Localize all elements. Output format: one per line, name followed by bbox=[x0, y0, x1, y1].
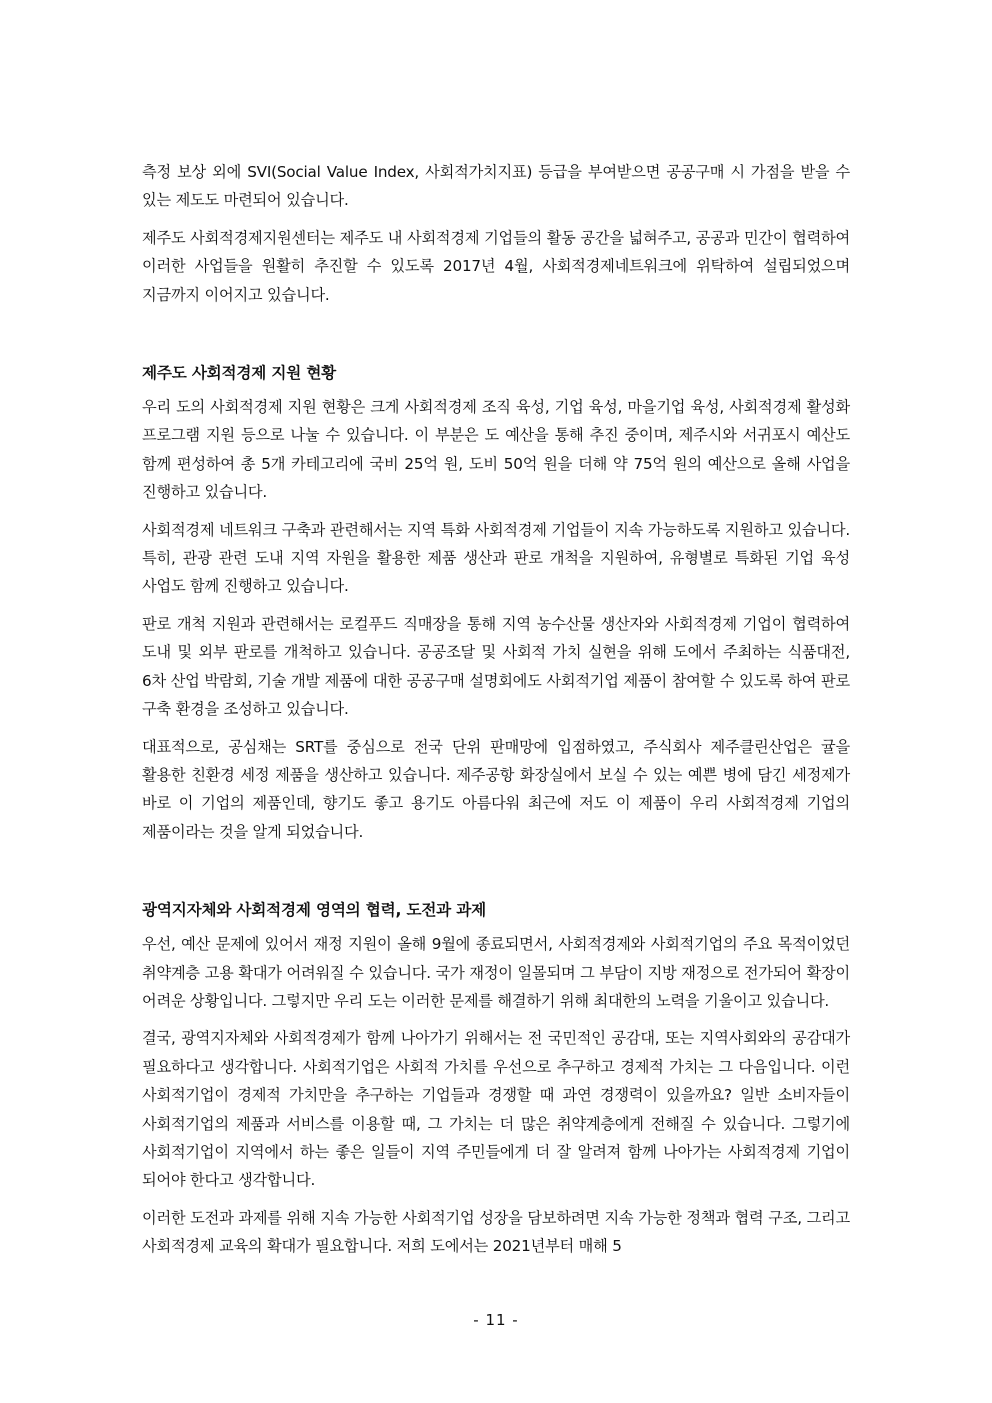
section2-paragraph-2: 결국, 광역지자체와 사회적경제가 함께 나아가기 위해서는 전 국민적인 공감대, 또는 지역사회와의 공감대가 필요하다고 생각합니다. 사회적기업은 사회적 가치를 우선으로 추구하고 경제적 가치는 그 다음입니다. 이런 사회적기업이 경제적 가치만을 추구하는 기업들과 경쟁할 때 과연 경쟁력이 있을까요? 일반 소비자들이 사회적기업의 제품과 서비스를 이용할 때, 그 가치는 더 많은 취약계층에게 전해질 수 있습니다. 그렇기에 사회적기업이 지역에서 하는 좋은 일들이 지역 주민들에게 더 잘 알려져 함께 나아가는 사회적경제 기업이 되어야 한다고 생각합니다. bbox=[142, 1029, 850, 1190]
section1-paragraph-4: 대표적으로, 공심채는 SRT를 중심으로 전국 단위 판매망에 입점하였고, 주식회사 제주클린산업은 귤을 활용한 친환경 세정 제품을 생산하고 있습니다. 제주공항 화장실에서 보실 수 있는 예쁜 병에 담긴 세정제가 바로 이 기업의 제품인데, 향기도 좋고 용기도 아름다워 최근에 저도 이 제품이 우리 사회적경제 기업의 제품이라는 것을 알게 되었습니다. bbox=[142, 737, 850, 841]
intro-paragraph-2: 제주도 사회적경제지원센터는 제주도 내 사회적경제 기업들의 활동 공간을 넓혀주고, 공공과 민간이 협력하여 이러한 사업들을 원활히 추진할 수 있도록 2017년 4월, 사회적경제네트워크에 위탁하여 설립되었으며 지금까지 이어지고 있습니다. bbox=[142, 228, 850, 304]
page-number: - 11 - bbox=[473, 1311, 519, 1329]
section-spacer bbox=[142, 318, 850, 359]
section-heading-support-status: 제주도 사회적경제 지원 현황 bbox=[142, 364, 337, 383]
section-spacer bbox=[142, 855, 850, 896]
section1-paragraph-2: 사회적경제 네트워크 구축과 관련해서는 지역 특화 사회적경제 기업들이 지속 가능하도록 지원하고 있습니다. 특히, 관광 관련 도내 지역 자원을 활용한 제품 생산과 판로 개척을 지원하여, 유형별로 특화된 기업 육성 사업도 함께 진행하고 있습니다. bbox=[142, 520, 850, 596]
section2-paragraph-1: 우선, 예산 문제에 있어서 재정 지원이 올해 9월에 종료되면서, 사회적경제와 사회적기업의 주요 목적이었던 취약계층 고용 확대가 어려워질 수 있습니다. 국가 재정이 일몰되며 그 부담이 지방 재정으로 전가되어 확장이 어려운 상황입니다. 그렇지만 우리 도는 이러한 문제를 해결하기 위해 최대한의 노력을 기울이고 있습니다. bbox=[142, 935, 850, 1010]
section-heading-cooperation-challenges: 광역지자체와 사회적경제 영역의 협력, 도전과 과제 bbox=[142, 901, 487, 920]
intro-paragraph-1: 측정 보상 외에 SVI(Social Value Index, 사회적가치지표) 등급을 부여받으면 공공구매 시 가점을 받을 수 있는 제도도 마련되어 있습니다. bbox=[142, 163, 850, 210]
section1-paragraph-3: 판로 개척 지원과 관련해서는 로컬푸드 직매장을 통해 지역 농수산물 생산자와 사회적경제 기업이 협력하여 도내 및 외부 판로를 개척하고 있습니다. 공공조달 및 사회적 가치 실현을 위해 도에서 주최하는 식품대전, 6차 산업 박람회, 기술 개발 제품에 대한 공공구매 설명회에도 사회적기업 제품이 참여할 수 있도록 하여 판로 구축 환경을 조성하고 있습니다. bbox=[142, 614, 850, 719]
section2-paragraph-3: 이러한 도전과 과제를 위해 지속 가능한 사회적기업 성장을 담보하려면 지속 가능한 정책과 협력 구조, 그리고 사회적경제 교육의 확대가 필요합니다. 저희 도에서는 2021년부터 매해 5 bbox=[142, 1208, 850, 1256]
section1-paragraph-1: 우리 도의 사회적경제 지원 현황은 크게 사회적경제 조직 육성, 기업 육성, 마을기업 육성, 사회적경제 활성화 프로그램 지원 등으로 나눌 수 있습니다. 이 부분은 도 예산을 통해 추진 중이며, 제주시와 서귀포시 예산도 함께 편성하여 총 5개 카테고리에 국비 25억 원, 도비 50억 원을 더해 약 75억 원의 예산으로 올해 사업을 진행하고 있습니다. bbox=[142, 398, 850, 502]
document-body bbox=[142, 158, 850, 1270]
